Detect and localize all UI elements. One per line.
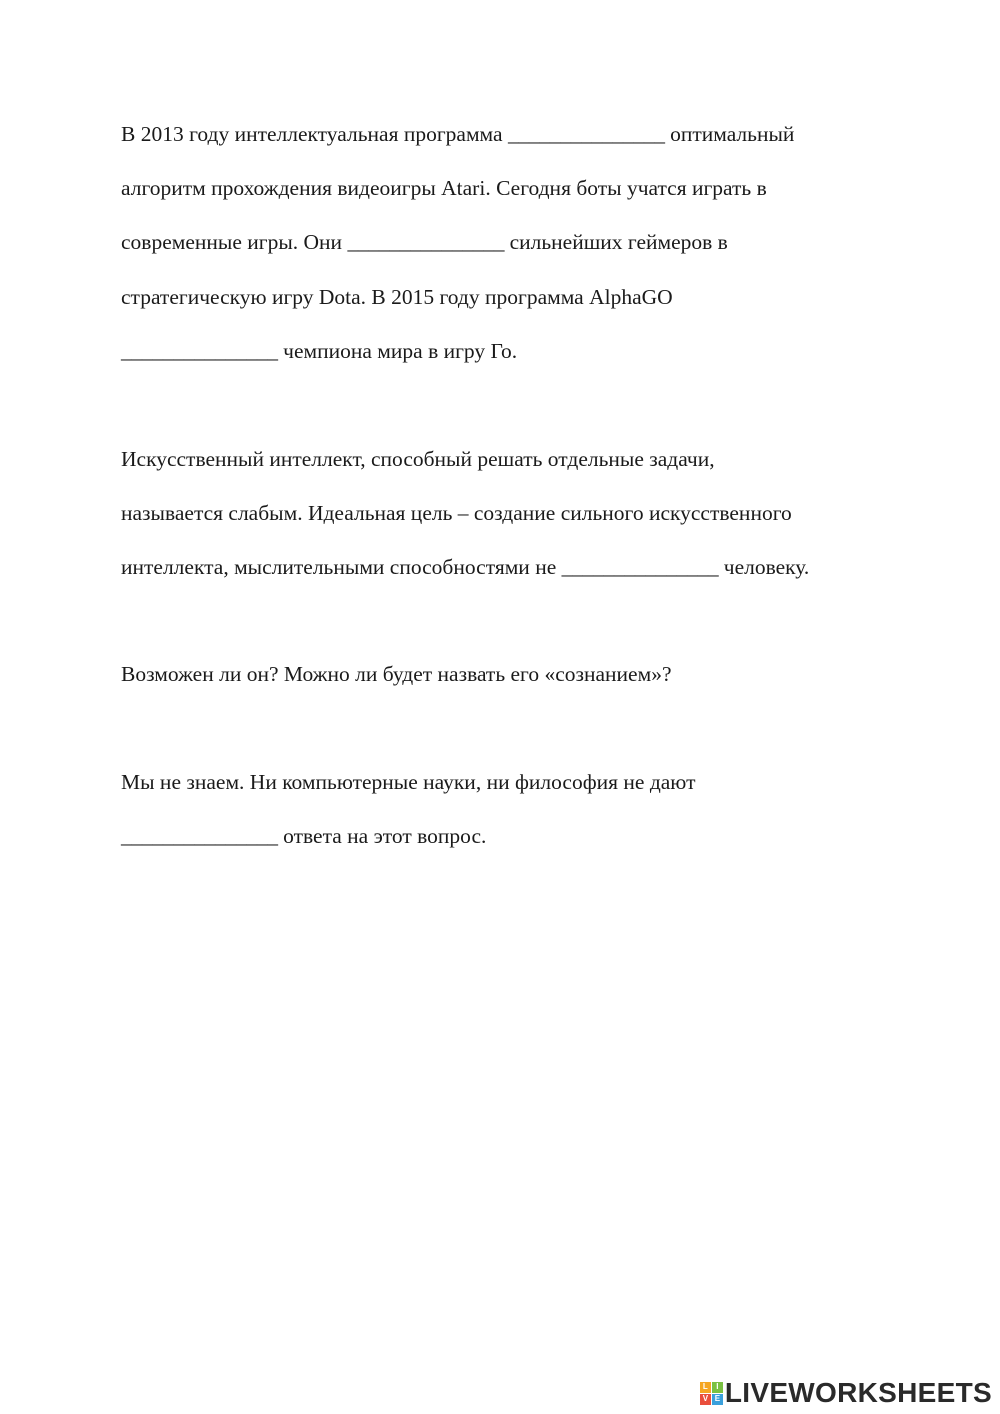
- answer-blank-2[interactable]: _______________: [347, 230, 505, 254]
- text: сильнейших геймеров в: [504, 230, 728, 254]
- brand-text: LIVEWORKSHEETS: [724, 1377, 992, 1408]
- paragraph4-line2: [121, 823, 486, 849]
- text: чемпиона мира в игру Го.: [277, 339, 518, 363]
- text: человеку.: [718, 555, 810, 579]
- paragraph4-line1: Мы не знаем. Ни компьютерные науки, ни философия не дают: [121, 770, 696, 794]
- paragraph1-line2: алгоритм прохождения видеоигры Atari. Сегодня боты учатся играть в: [121, 176, 767, 200]
- answer-blank-1[interactable]: _______________: [507, 122, 665, 146]
- text: оптимальный: [664, 122, 795, 146]
- text: современные игры. Они: [121, 230, 348, 254]
- liveworksheets-logo: [700, 1375, 992, 1411]
- logo-cell: I: [712, 1382, 723, 1393]
- text: В 2013 году интеллектуальная программа: [121, 122, 508, 146]
- paragraph1-line1: [121, 121, 794, 147]
- paragraph1-line4: стратегическую игру Dota. В 2015 году программа AlphaGO: [121, 285, 673, 309]
- paragraph2-line3: [121, 554, 809, 580]
- logo-cell: V: [700, 1394, 711, 1405]
- logo-cell: E: [712, 1394, 723, 1405]
- answer-blank-3[interactable]: _______________: [121, 339, 278, 363]
- text: интеллекта, мыслительными способностями не: [121, 555, 562, 579]
- paragraph1-line5: [121, 338, 517, 364]
- paragraph1-line3: [121, 229, 728, 255]
- text: ответа на этот вопрос.: [277, 824, 487, 848]
- answer-blank-4[interactable]: _______________: [561, 555, 719, 579]
- paragraph2-line1: Искусственный интеллект, способный решать отдельные задачи,: [121, 447, 715, 471]
- logo-cell: L: [700, 1382, 711, 1393]
- paragraph2-line2: называется слабым. Идеальная цель – создание сильного искусственного: [121, 501, 792, 525]
- paragraph3-line1: Возможен ли он? Можно ли будет назвать его «сознанием»?: [121, 662, 672, 686]
- logo-grid-icon: [700, 1382, 723, 1405]
- answer-blank-5[interactable]: _______________: [121, 824, 278, 848]
